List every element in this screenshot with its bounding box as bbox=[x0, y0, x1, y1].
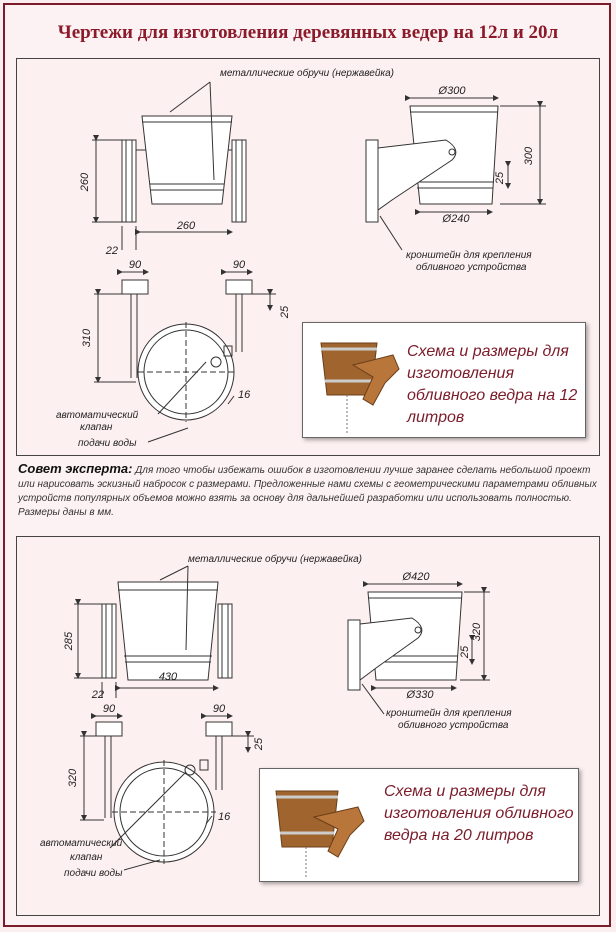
hoops-label-12l: металлические обручи (нержавейка) bbox=[220, 68, 395, 79]
dim-offset-20l: 22 bbox=[91, 689, 104, 701]
dim-arm-length-12l: 310 bbox=[81, 328, 93, 348]
dim-ring-16-12l: 16 bbox=[238, 389, 251, 401]
dim-offset-12l: 22 bbox=[105, 245, 118, 257]
dim-top-diameter-20l: Ø420 bbox=[402, 571, 430, 583]
dim-height-20l: 285 bbox=[63, 631, 75, 651]
dim-top-diameter-12l: Ø300 bbox=[438, 85, 466, 97]
dim-width-20l: 430 bbox=[158, 671, 178, 683]
valve-label-12l-1: автоматический bbox=[56, 410, 139, 421]
valve-label-12l-2: клапан bbox=[80, 422, 113, 433]
inset-20l bbox=[259, 768, 579, 882]
dim-arm-left-20l: 90 bbox=[102, 703, 116, 715]
water-label-12l: подачи воды bbox=[78, 438, 137, 449]
expert-tip-heading: Совет эксперта: bbox=[18, 461, 133, 476]
dim-width-12l: 260 bbox=[176, 220, 196, 232]
inset-caption-20l: Схема и размеры для изготовления обливного ведра на 20 литров bbox=[384, 783, 574, 844]
bracket-label-12l-2: обливного устройства bbox=[416, 262, 527, 273]
dim-side-25-20l: 25 bbox=[459, 645, 471, 659]
expert-tip-text: Для того чтобы избежать ошибок в изготовлении лучше заранее сделать небольшой проект или нарисовать эскизный набросок с размерами. Предложенные нами схемы с геометрическими параметрами обливных устройств популярных объемов можно взять за основу для дальнейшей разработки или использовать полностью. Размеры даны в мм. bbox=[18, 465, 597, 518]
inset-caption-12l: Схема и размеры для изготовления обливного ведра на 12 литров bbox=[407, 343, 578, 426]
dim-arm-right-12l: 90 bbox=[232, 259, 246, 271]
dim-arm-length-20l: 320 bbox=[67, 768, 79, 788]
dim-arm-left-12l: 90 bbox=[128, 259, 142, 271]
front-view-20l bbox=[74, 566, 232, 698]
dim-side-height-12l: 300 bbox=[523, 146, 535, 166]
bracket-label-12l-1: кронштейн для крепления bbox=[406, 250, 532, 261]
water-label-20l: подачи воды bbox=[64, 868, 123, 879]
valve-label-20l-2: клапан bbox=[70, 852, 103, 863]
dim-side-height-20l: 320 bbox=[471, 622, 483, 642]
dim-arm-25-12l: 25 bbox=[279, 305, 291, 319]
inset-12l bbox=[302, 322, 586, 438]
dim-arm-25-20l: 25 bbox=[253, 737, 265, 751]
dim-bottom-diameter-12l: Ø240 bbox=[442, 213, 470, 225]
dim-height-12l: 260 bbox=[79, 172, 91, 192]
bracket-label-20l-1: кронштейн для крепления bbox=[386, 708, 512, 719]
dim-bottom-diameter-20l: Ø330 bbox=[406, 689, 434, 701]
dim-side-25-12l: 25 bbox=[494, 171, 506, 185]
hoops-label-20l: металлические обручи (нержавейка) bbox=[188, 554, 363, 565]
dim-arm-right-20l: 90 bbox=[212, 703, 226, 715]
page-title: Чертежи для изготовления деревянных ведер на 12л и 20л bbox=[57, 22, 559, 43]
bucket-photo-20l bbox=[266, 771, 376, 881]
front-view-12l bbox=[92, 82, 246, 250]
bracket-label-20l-2: обливного устройства bbox=[398, 720, 509, 731]
side-view-12l bbox=[366, 98, 546, 250]
valve-label-20l-1: автоматический bbox=[40, 838, 123, 849]
bucket-photo-12l bbox=[307, 325, 407, 437]
expert-tip bbox=[18, 462, 602, 520]
dim-ring-16-20l: 16 bbox=[218, 811, 231, 823]
